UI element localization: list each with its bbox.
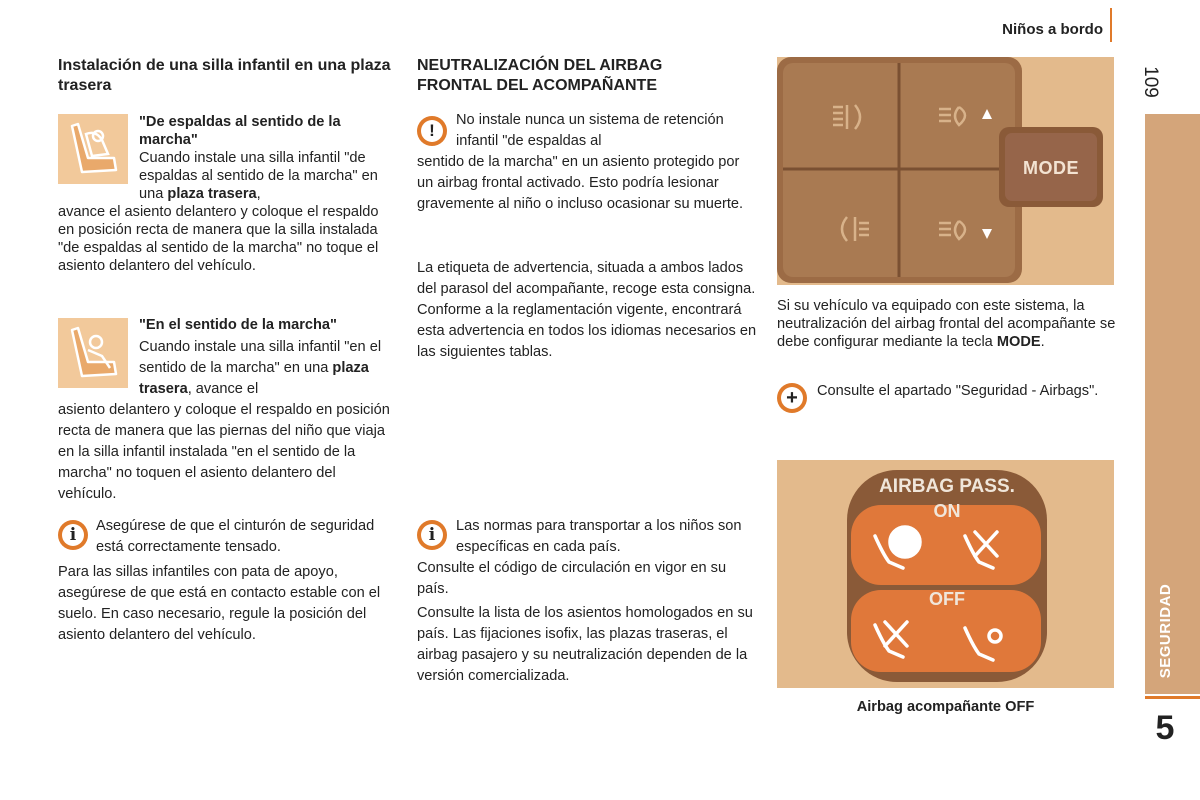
plus-icon: +: [777, 383, 807, 413]
airbag-indicator-photo: [777, 460, 1114, 688]
section-title: Niños a bordo: [1002, 21, 1103, 38]
col2-list-text: Consulte la lista de los asientos homologados en su país. Las fijaciones isofix, las plazas traseras, el airbag pasajero y su neutralización dependen de la versión comercializada.: [417, 605, 753, 684]
forward-facing-text-b: asiento delantero y coloque el respaldo en posición recta de manera que las piernas del niño que viaja en la silla infantil instalada "en el sentido de la marcha" no toquen el asiento delantero del vehículo.: [58, 402, 390, 502]
forward-facing-title: "En el sentido de la marcha": [139, 317, 337, 333]
airbag-off-label: OFF: [929, 589, 965, 609]
forward-facing-text-a: Cuando instale una silla infantil "en el sentido de la marcha" en una plaza trasera, avance el: [139, 339, 382, 397]
mode-button-photo: [777, 57, 1114, 285]
info-icon: i: [58, 520, 88, 550]
col3-mode-text: Si su vehículo va equipado con este sistema, la neutralización del airbag frontal del acompañante se debe configurar mediante la tecla MODE.: [777, 298, 1116, 350]
header-divider: [1110, 8, 1112, 42]
col2-warning-text-a: No instale nunca un sistema de retención infantil "de espaldas al: [456, 112, 724, 149]
side-tab-divider: [1145, 696, 1200, 699]
rear-facing-text-b: avance el asiento delantero y coloque el respaldo en posición recta de manera que la silla instalada "de espaldas al sentido de la marcha" no toque el asiento delantero del vehículo.: [58, 204, 379, 274]
col2-heading: NEUTRALIZACIÓN DEL AIRBAG FRONTAL DEL ACOMPAÑANTE: [417, 57, 663, 94]
airbag-on-label: ON: [933, 501, 961, 521]
col3-see-text: Consulte el apartado "Seguridad - Airbags".: [817, 383, 1099, 399]
forward-facing-seat-icon: [58, 318, 128, 388]
warning-icon: !: [417, 116, 447, 146]
airbag-caption: Airbag acompañante OFF: [856, 699, 1035, 715]
chapter-number: 5: [1155, 709, 1175, 747]
col1-heading: Instalación de una silla infantil en una plaza trasera: [58, 57, 391, 94]
airbag-title: AIRBAG PASS.: [879, 476, 1015, 497]
col2-label-text: La etiqueta de advertencia, situada a ambos lados del parasol del acompañante, recoge esta consigna. Conforme a la reglamentación vigente, encontrará esta advertencia en todos los idiomas necesarios en las siguientes tablas.: [417, 260, 757, 360]
mode-key-label: MODE: [1023, 158, 1079, 178]
col2-info-text: Las normas para transportar a los niños son específicas en cada país.: [456, 518, 742, 555]
rear-facing-text-a: Cuando instale una silla infantil "de espaldas al sentido de la marcha" en una plaza trasera,: [139, 150, 378, 202]
info-icon: i: [417, 520, 447, 550]
col1-support-text: Para las sillas infantiles con pata de apoyo, asegúrese de que está en contacto estable con el suelo. En caso necesario, regule la posición del asiento delantero del vehículo.: [58, 564, 381, 643]
rear-facing-title: "De espaldas al sentido de la marcha": [139, 114, 341, 148]
col2-code-text: Consulte el código de circulación en vigor en su país.: [417, 560, 727, 597]
rear-facing-seat-icon: [58, 114, 128, 184]
side-tab-label: SEGURIDAD: [1157, 583, 1174, 679]
col2-warning-text-b: sentido de la marcha" en un asiento protegido por un airbag frontal activado. Esto podría lesionar gravemente al niño o incluso ocasionar su muerte.: [417, 154, 744, 212]
col1-info-text: Asegúrese de que el cinturón de seguridad está correctamente tensado.: [96, 518, 375, 555]
page-number: 109: [1140, 66, 1161, 98]
